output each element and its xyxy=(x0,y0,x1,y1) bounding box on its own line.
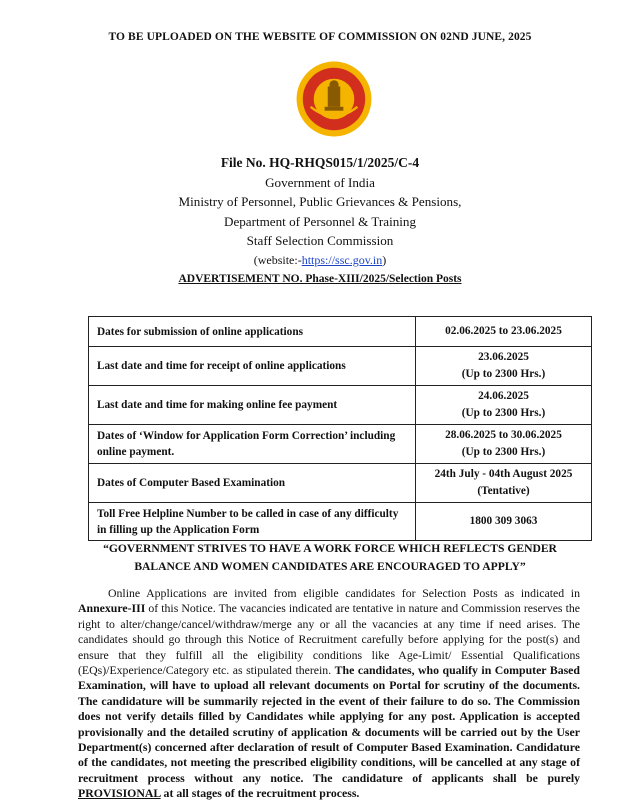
row-value-main: 24th July - 04th August 2025 xyxy=(434,468,573,480)
upload-note: TO BE UPLOADED ON THE WEBSITE OF COMMISSION ON 02ND JUNE, 2025 xyxy=(108,31,532,43)
important-dates-table xyxy=(88,316,592,541)
row-value-sub: (Tentative) xyxy=(477,485,530,497)
row-value xyxy=(416,425,592,464)
row-label: Dates of ‘Window for Application Form Correction’ including online payment. xyxy=(89,425,416,464)
row-value xyxy=(416,317,592,347)
row-value xyxy=(416,503,592,541)
row-label: Last date and time for receipt of online applications xyxy=(89,347,416,386)
annexure-ref: Annexure-III xyxy=(78,601,146,616)
table-row xyxy=(89,317,592,347)
para-bold-text: The candidates, who qualify in Computer Based Examination, will have to upload all relevant documents on Portal for scrutiny of the documents. The candidature will be summarily rejected in the event of their failure to do so. The Commission does not verify details filled by Candidates while applying for any post. Application is accepted provisionally and the detailed scrutiny of application & documents will be carried out by the User Department(s) concerned after declaration of result of Computer Based Examination. Candidature of the candidates, not meeting the prescribed eligibility conditions, will be cancelled at any stage of recruitment process without any notice. The candidature of applicants shall be purely xyxy=(78,663,580,785)
row-value xyxy=(416,464,592,503)
para-text-2: of this Notice. The vacancies indicated are tentative in nature and Commission reserves the right to alter/change/cancel/withdraw/merge any or all the vacancies at any time if need arises. The candidates should go through this Notice of Recruitment carefully before applying for the post(s) and ensure that they fulfill all the eligibility conditions like Age-Limit/ Essential Qualifications (EQs)/Experience/Category etc. as stipulated therein. xyxy=(78,601,580,678)
file-number: File No. HQ-RHQS015/1/2025/C-4 xyxy=(220,155,420,170)
row-value-main: 24.06.2025 xyxy=(478,390,529,402)
notice-paragraph xyxy=(78,586,580,802)
row-value-sub: (Up to 2300 Hrs.) xyxy=(461,368,546,380)
row-value-sub: (Up to 2300 Hrs.) xyxy=(461,446,546,458)
ssc-emblem-icon xyxy=(295,60,373,138)
row-label: Toll Free Helpline Number to be called in case of any difficulty in filling up the Application Form xyxy=(89,503,416,541)
row-value-main: 02.06.2025 to 23.06.2025 xyxy=(445,325,562,337)
gender-balance-quote xyxy=(65,540,595,576)
row-value-main: 23.06.2025 xyxy=(478,351,529,363)
table-row xyxy=(89,464,592,503)
table-row xyxy=(89,347,592,386)
para-text-1: Online Applications are invited from eligible candidates for Selection Posts as indicated in xyxy=(108,586,580,600)
government-line: Government of India xyxy=(265,174,375,190)
table-row xyxy=(89,386,592,425)
row-value-sub: (Up to 2300 Hrs.) xyxy=(461,407,546,419)
website-link[interactable]: https://ssc.gov.in xyxy=(301,252,383,267)
row-label: Last date and time for making online fee payment xyxy=(89,386,416,425)
ministry-line: Ministry of Personnel, Public Grievances & Pensions, xyxy=(178,194,462,210)
advertisement-number: ADVERTISEMENT NO. Phase-XIII/2025/Selection Posts xyxy=(178,273,462,285)
row-label: Dates for submission of online applications xyxy=(89,317,416,347)
row-value xyxy=(416,347,592,386)
commission-line: Staff Selection Commission xyxy=(246,233,394,249)
department-line: Department of Personnel & Training xyxy=(223,213,417,229)
para-bold-end: at all stages of the recruitment process. xyxy=(160,786,360,801)
table-row xyxy=(89,425,592,464)
row-value-main: 1800 309 3063 xyxy=(469,515,538,527)
table-row xyxy=(89,503,592,541)
header-block xyxy=(0,153,640,271)
quote-line-2: BALANCE AND WOMEN CANDIDATES ARE ENCOURAGED TO APPLY” xyxy=(134,560,526,573)
provisional-word: PROVISIONAL xyxy=(78,786,161,801)
row-value xyxy=(416,386,592,425)
row-value-main: 28.06.2025 to 30.06.2025 xyxy=(445,429,562,441)
website-line xyxy=(0,251,640,271)
quote-line-1: “GOVERNMENT STRIVES TO HAVE A WORK FORCE WHICH REFLECTS GENDER xyxy=(103,542,557,555)
website-suffix: ) xyxy=(382,252,387,267)
row-label: Dates of Computer Based Examination xyxy=(89,464,416,503)
website-prefix: (website:- xyxy=(253,252,302,267)
